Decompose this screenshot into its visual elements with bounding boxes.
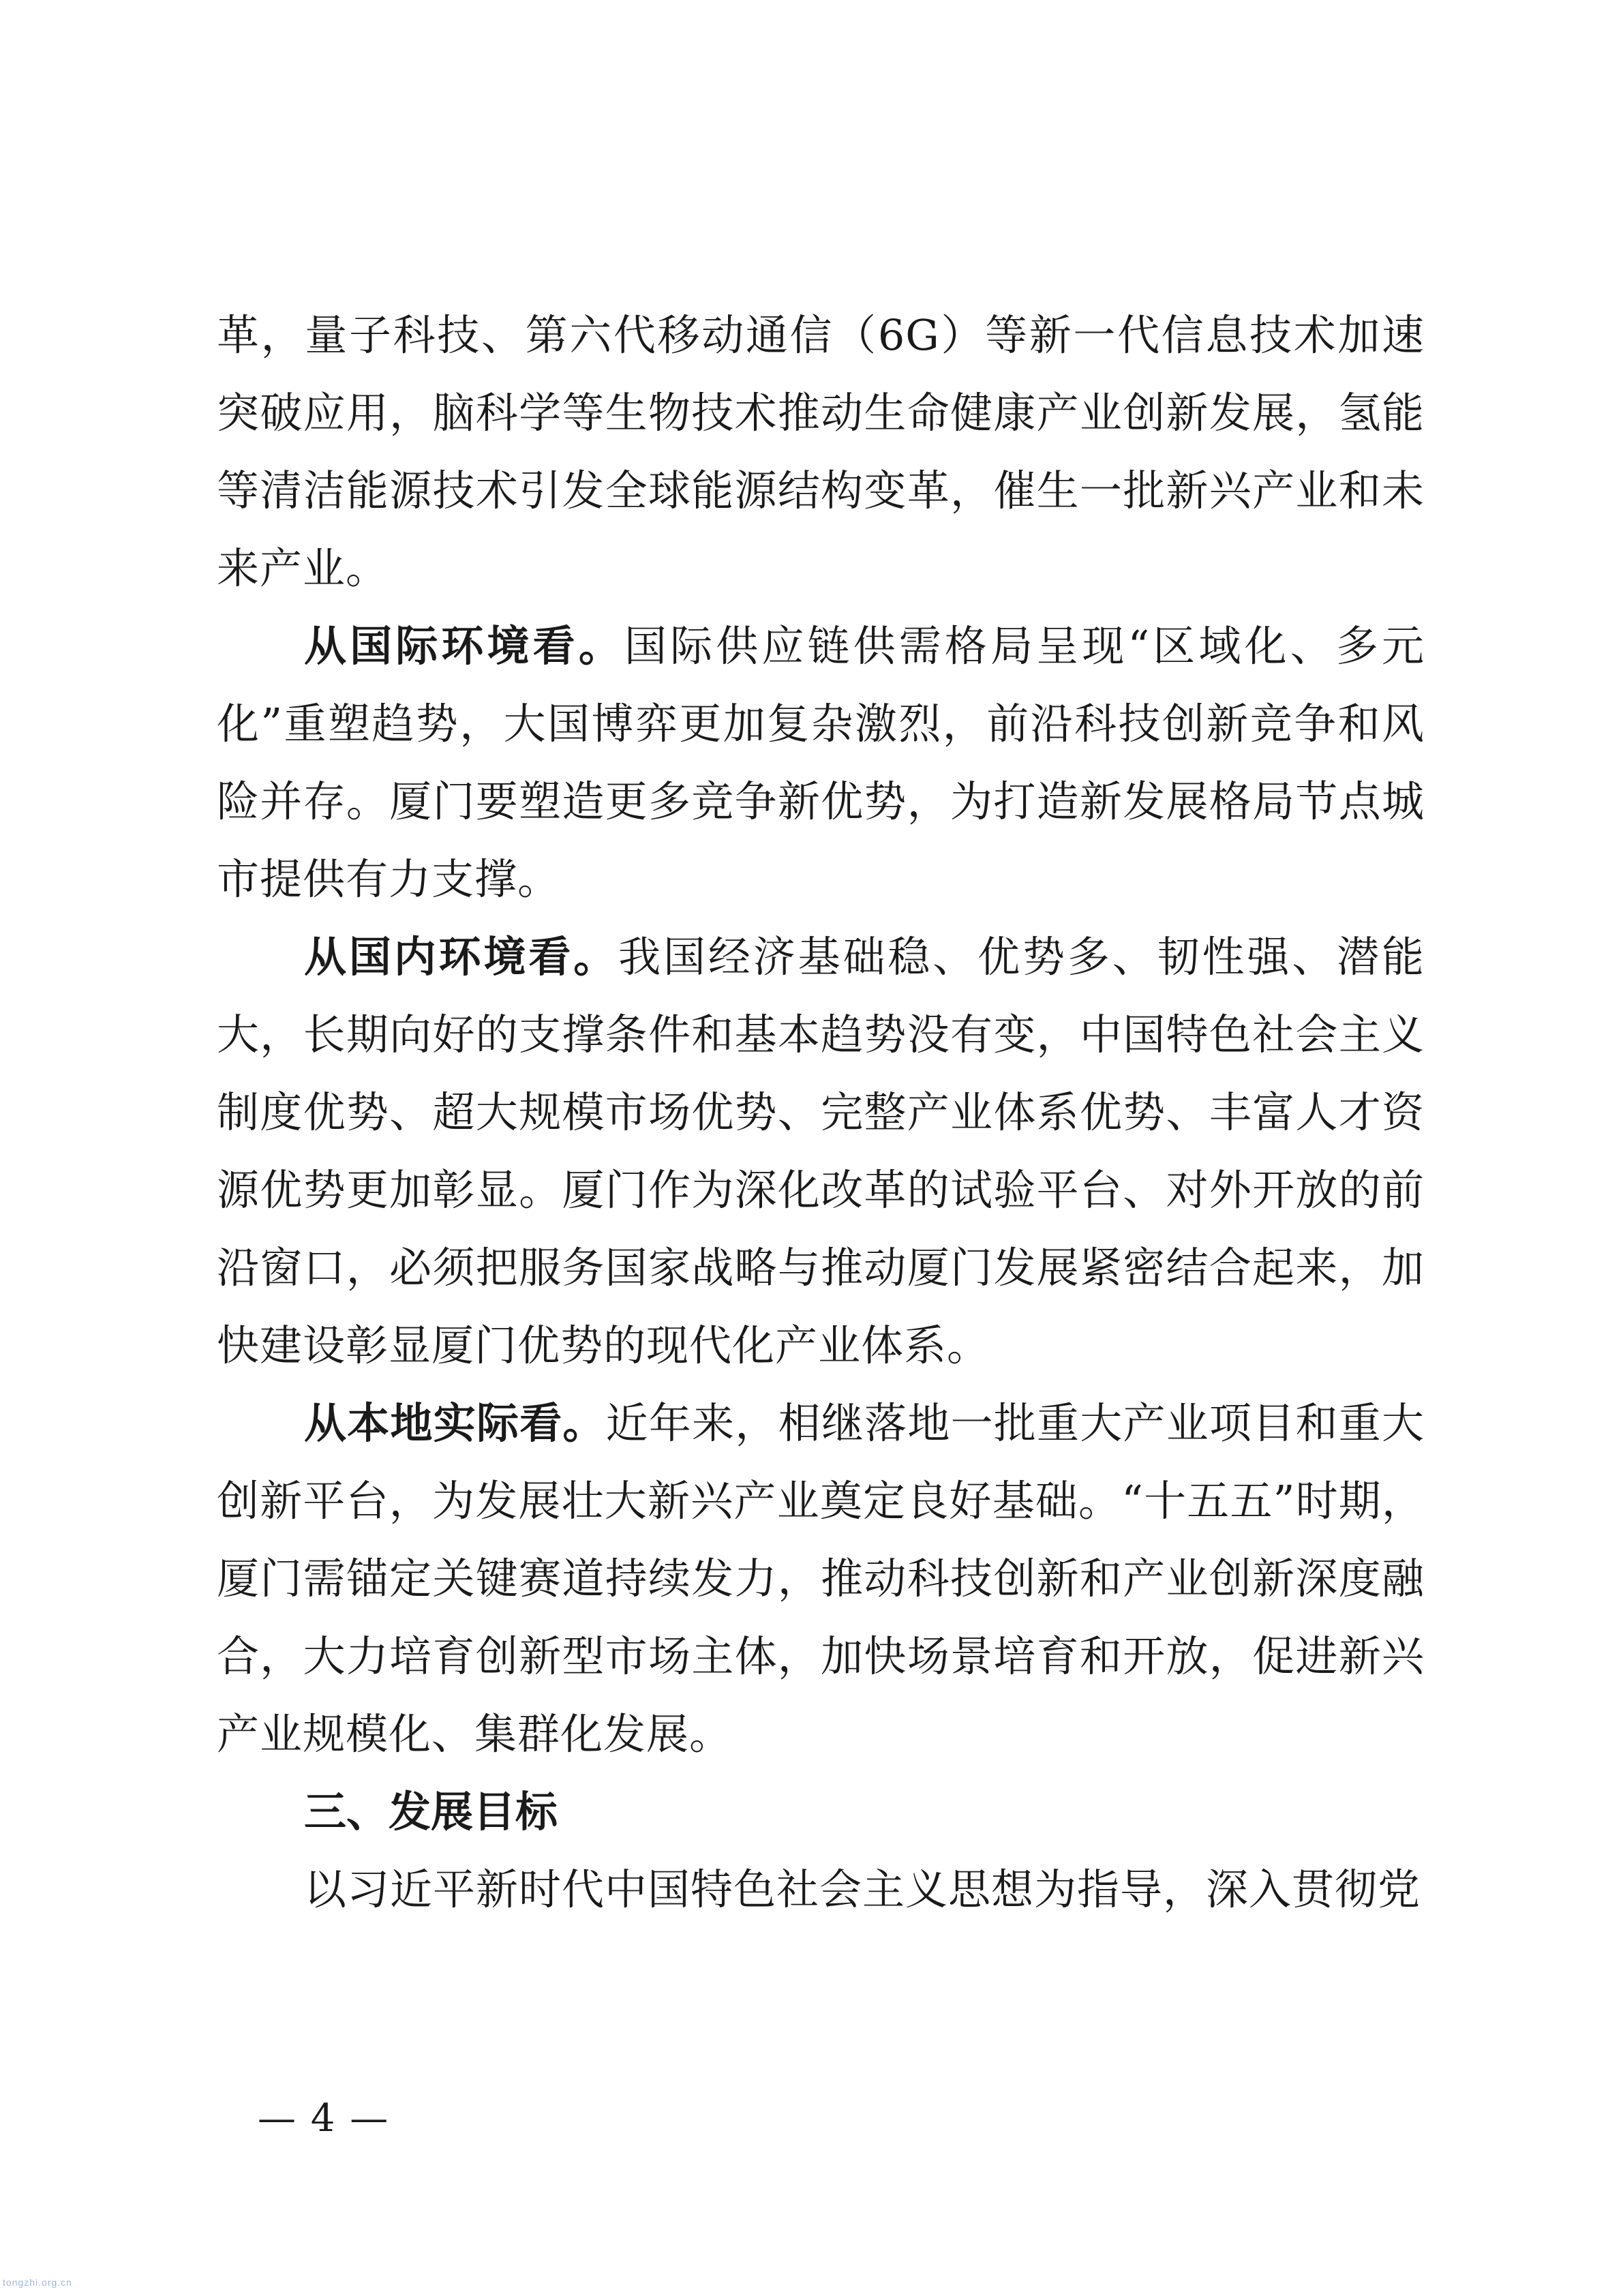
paragraph-text: 我国经济基础稳、优势多、韧性强、潜能大，长期向好的支撑条件和基本趋势没有变，中国特色社会主义制度优势、超大规模市场优势、完整产业体系优势、丰富人才资源优势更加彰显。厦门作为深化改革的试验平台、对外开放的前沿窗口，必须把服务国家战略与推动厦门发展紧密结合起来，加快建设彰显厦门优势的现代化产业体系。 (217, 932, 1425, 1370)
paragraph-lead: 从本地实际看。 (304, 1398, 606, 1448)
paragraph-domestic (217, 918, 1425, 1385)
paragraph-text: 国际供应链供需格局呈现“区域化、多元化”重塑趋势，大国博弈更加复杂激烈，前沿科技创新竞争和风险并存。厦门要塑造更多竞争新优势，为打造新发展格局节点城市提供有力支撑。 (217, 621, 1425, 904)
paragraph-guidance: 以习近平新时代中国特色社会主义思想为指导，深入贯彻党 (304, 1864, 1421, 1914)
paragraph-lead: 从国际环境看。 (304, 621, 624, 671)
paragraph-local (217, 1385, 1425, 1773)
section-heading: 三、发展目标 (304, 1787, 558, 1837)
watermark: tongzhi.org.cn (3, 2277, 72, 2288)
page-number: — 4 — (258, 2096, 390, 2141)
paragraph-international (217, 607, 1425, 918)
paragraph-text: 近年来，相继落地一批重大产业项目和重大创新平台，为发展壮大新兴产业奠定良好基础。“十五五”时期，厦门需锚定关键赛道持续发力，推动科技创新和产业创新深度融合，大力培育创新型市场主体，加快场景培育和开放，促进新兴产业规模化、集群化发展。 (217, 1398, 1425, 1759)
paragraph-lead: 从国内环境看。 (304, 932, 619, 982)
paragraph-continued: 革，量子科技、第六代移动通信（6G）等新一代信息技术加速突破应用，脑科学等生物技术推动生命健康产业创新发展，氢能等清洁能源技术引发全球能源结构变革，催生一批新兴产业和未来产业。 (217, 310, 1425, 593)
document-body (217, 297, 1425, 1929)
